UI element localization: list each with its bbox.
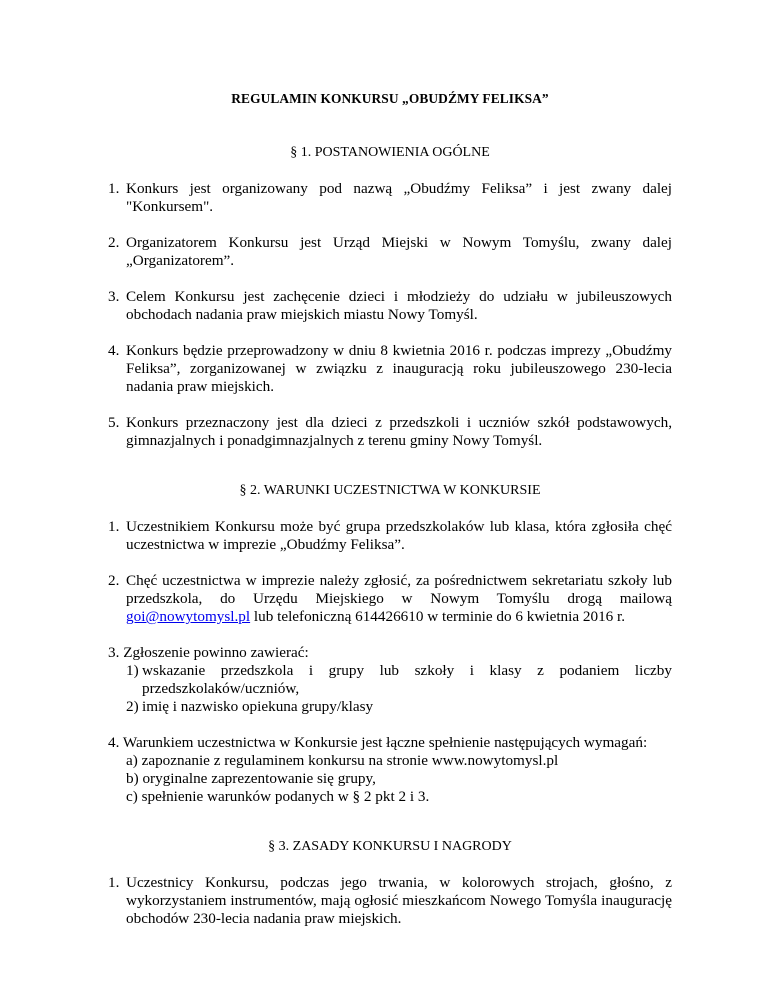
- sub-list-item: [108, 662, 672, 698]
- spacer: [108, 824, 672, 838]
- sub-item-text: zapoznanie z regulaminem konkursu na stronie www.nowytomysl.pl: [141, 752, 559, 769]
- item-text: Warunkiem uczestnictwa w Konkursie jest łączne spełnienie następujących wymagań:: [122, 734, 648, 751]
- document-title: REGULAMIN KONKURSU „OBUDŹMY FELIKSA”: [231, 91, 549, 106]
- sub-item-text: imię i nazwisko opiekuna grupy/klasy: [142, 698, 374, 715]
- sub-list-item: [126, 752, 672, 770]
- item-number: 1.: [108, 180, 120, 197]
- item-text: Konkurs będzie przeprowadzony w dniu 8 kwietnia 2016 r. podczas imprezy „Obudźmy Feliksa”, zorganizowanej w związku z inauguracją roku jubileuszowego 230-lecia nadania praw miejskich.: [126, 342, 672, 395]
- item-number: 1.: [108, 518, 120, 535]
- section-participation-conditions: [108, 482, 672, 806]
- list-item: [108, 734, 672, 806]
- list-item: [108, 518, 672, 554]
- sub-list: [108, 662, 672, 716]
- item-number: 1.: [108, 874, 120, 891]
- section-rules-and-prizes: [108, 838, 672, 928]
- item-number: 3.: [108, 288, 120, 305]
- sub-item-text: oryginalne zaprezentowanie się grupy,: [142, 770, 376, 787]
- section-heading: § 3. ZASADY KONKURSU I NAGRODY: [268, 839, 512, 854]
- item-text-after: lub telefoniczną 614426610 w terminie do 6 kwietnia 2016 r.: [250, 608, 626, 625]
- item-text: [126, 572, 672, 626]
- list-item: [108, 572, 672, 626]
- sub-list-item: [126, 770, 672, 788]
- item-number: 2.: [108, 572, 120, 589]
- list-item: [108, 414, 672, 450]
- list-item: [108, 342, 672, 396]
- item-intro: [108, 734, 672, 752]
- section-general-provisions: [108, 144, 672, 450]
- item-number: 3.: [108, 644, 120, 661]
- sub-item-text: spełnienie warunków podanych w § 2 pkt 2 i 3.: [141, 788, 430, 805]
- list-item: [108, 288, 672, 324]
- sub-list-item: [108, 698, 672, 716]
- item-text: Konkurs jest organizowany pod nazwą „Obudźmy Feliksa” i jest zwany dalej "Konkursem".: [126, 180, 672, 215]
- item-text: Celem Konkursu jest zachęcenie dzieci i młodzieży do udziału w jubileuszowych obchodach nadania praw miejskich miastu Nowy Tomyśl.: [126, 288, 672, 323]
- item-intro: [108, 644, 672, 662]
- section-heading: § 1. POSTANOWIENIA OGÓLNE: [290, 145, 490, 160]
- item-number: 5.: [108, 414, 120, 431]
- sub-item-number: 2): [126, 698, 139, 715]
- item-text: Uczestnicy Konkursu, podczas jego trwania, w kolorowych strojach, głośno, z wykorzystaniem instrumentów, mają ogłosić mieszkańcom Nowego Tomyśla inaugurację obchodów 230-lecia nadania praw miejskich.: [126, 874, 672, 927]
- item-number: 4.: [108, 342, 120, 359]
- section-heading: § 2. WARUNKI UCZESTNICTWA W KONKURSIE: [239, 483, 541, 498]
- email-link[interactable]: goi@nowytomysl.pl: [126, 608, 251, 625]
- sub-item-letter: c): [126, 788, 138, 805]
- spacer: [108, 468, 672, 482]
- sub-list-item: [126, 788, 672, 806]
- sub-list: [108, 752, 672, 806]
- item-text: Zgłoszenie powinno zawierać:: [123, 644, 309, 661]
- item-text: Uczestnikiem Konkursu może być grupa przedszkolaków lub klasa, która zgłosiła chęć uczestnictwa w imprezie „Obudźmy Feliksa”.: [126, 518, 672, 553]
- list-item: [108, 234, 672, 270]
- list-item: [108, 644, 672, 716]
- sub-item-letter: a): [126, 752, 138, 769]
- item-number: 4.: [108, 734, 120, 751]
- item-number: 2.: [108, 234, 120, 251]
- sub-item-text: wskazanie przedszkola i grupy lub szkoły i klasy z podaniem liczby przedszkolaków/uczniów,: [142, 662, 672, 697]
- sub-item-letter: b): [126, 770, 139, 787]
- item-text: Konkurs przeznaczony jest dla dzieci z przedszkoli i uczniów szkół podstawowych, gimnazjalnych i ponadgimnazjalnych z terenu gminy Nowy Tomyśl.: [126, 414, 672, 449]
- item-text-before: Chęć uczestnictwa w imprezie należy zgłosić, za pośrednictwem sekretariatu szkoły lub przedszkola, do Urzędu Miejskiego w Nowym Tomyślu drogą mailową: [126, 572, 672, 607]
- sub-item-number: 1): [126, 662, 139, 679]
- list-item: [108, 874, 672, 928]
- item-text: Organizatorem Konkursu jest Urząd Miejski w Nowym Tomyślu, zwany dalej „Organizatorem”.: [126, 234, 672, 269]
- list-item: [108, 180, 672, 216]
